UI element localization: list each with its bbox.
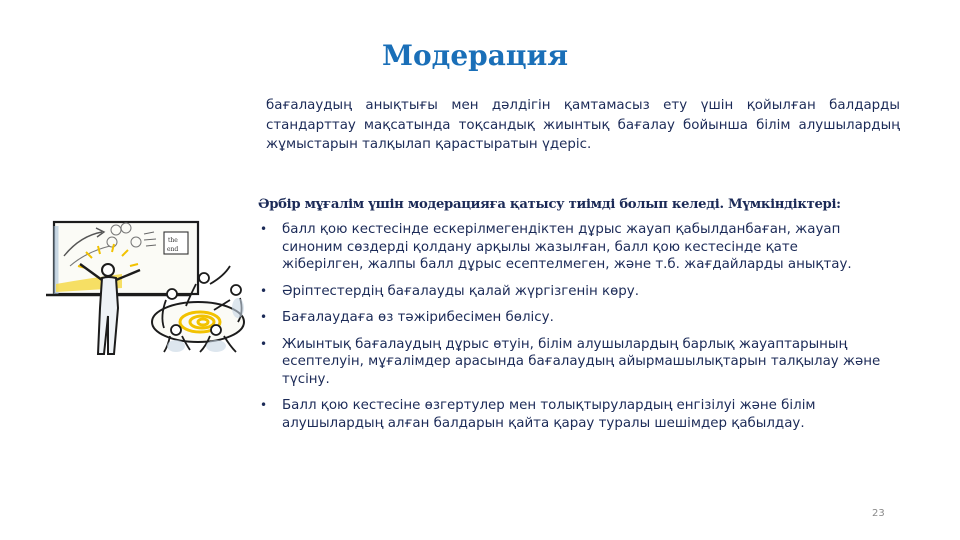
- list-item: [258, 309, 882, 327]
- benefits-list: [258, 221, 918, 432]
- bullet-icon: •: [260, 336, 268, 351]
- bullet-icon: •: [260, 222, 268, 236]
- definition-paragraph: бағалаудың анықтығы мен дәлдігін қамтамасыз ету үшін қойылған балдарды стандарттау мақсатында тоқсандық жиынтық бағалау бойынша білім алушылардың жұмыстарын талқылап қарастыратын үдеріс.: [266, 98, 900, 152]
- list-item-text: Бағалаудаға өз тәжірибесімен бөлісу.: [282, 310, 554, 325]
- list-item: [258, 221, 882, 274]
- list-item-text: Жиынтық бағалаудың дұрыс өтуін, білім алушылардың барлық жауаптарының есептелуін, мұғалімдер арасында бағалаудың айырмашылықтарын талқылау және түсіну.: [282, 336, 881, 387]
- svg-text:end: end: [167, 246, 179, 253]
- benefits-heading: Әрбір мұғалім үшін модерацияға қатысу тиімді болып келеді. Мүмкіндіктері:: [258, 197, 841, 212]
- slide-title: Модерация: [382, 39, 569, 72]
- bullet-icon: •: [260, 310, 268, 324]
- list-item: [258, 336, 882, 389]
- page-number: 23: [872, 508, 885, 519]
- illustration-teacher-group-image: [40, 212, 248, 360]
- bullet-icon: •: [260, 283, 268, 298]
- bullet-icon: •: [260, 398, 268, 412]
- list-item-text: балл қою кестесінде ескерілмегендіктен дұрыс жауап қабылданбаған, жауап синоним сөздерді қолдану арқылы жазылған, балл қою кестесінде қате жіберілген, жалпы балл дұрыс есептелмеген, және т.б. жағдайларды анықтау.: [282, 222, 852, 272]
- list-item-text: Балл қою кестесіне өзгертулер мен толықтырулардың енгізілуі және білім алушылардың алған балдарын қайта қарау туралы шешімдер қабылдау.: [282, 398, 816, 431]
- benefits-section: [258, 195, 918, 441]
- list-item: [258, 283, 882, 301]
- list-item-text: Әріптестердің бағалауды қалай жүргізгенін көру.: [282, 283, 639, 299]
- board-text: the: [168, 237, 178, 244]
- list-item: [258, 397, 882, 432]
